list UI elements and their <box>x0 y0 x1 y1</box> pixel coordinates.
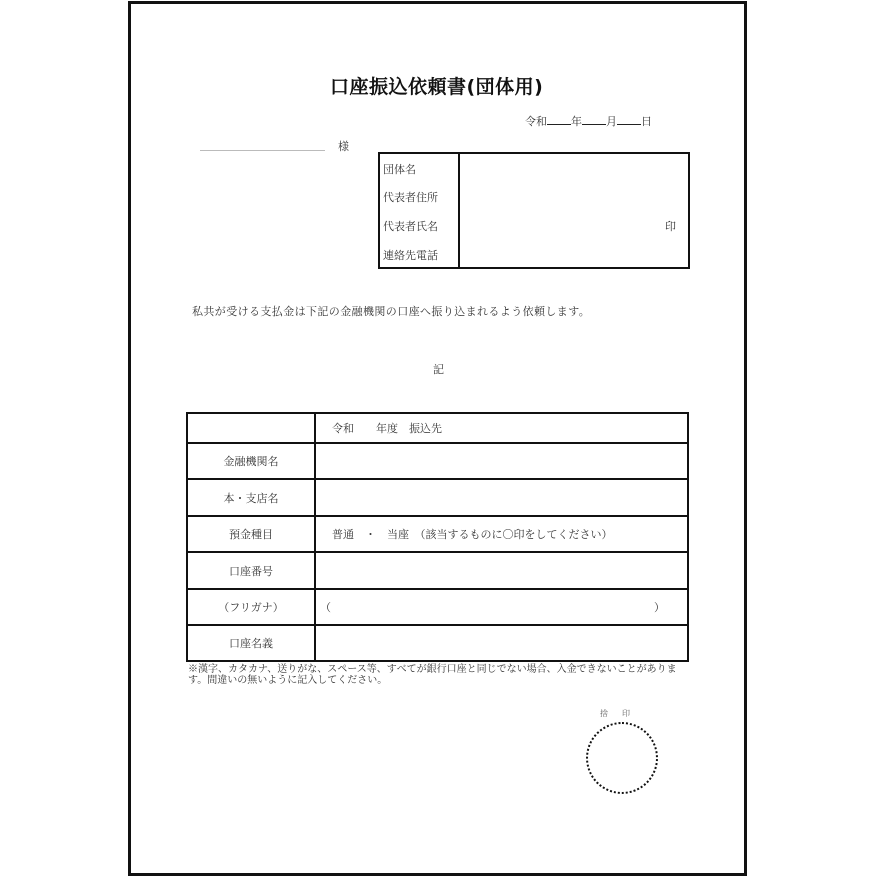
header-label-cell <box>187 413 315 443</box>
furigana-label: （フリガナ） <box>187 589 315 625</box>
furigana-close-paren: ） <box>654 601 665 614</box>
seal-mark: 印 <box>665 220 676 233</box>
furigana-open-paren: （ <box>320 601 331 614</box>
account-holder-input[interactable] <box>315 625 688 661</box>
label-representative-name: 代表者氏名 <box>383 220 438 233</box>
date-era: 令和 <box>525 115 547 128</box>
branch-name-label: 本・支店名 <box>187 479 315 516</box>
bank-name-input[interactable] <box>315 443 688 479</box>
account-holder-label: 口座名義 <box>187 625 315 661</box>
header-value-cell: 令和 年度 振込先 <box>315 413 688 443</box>
stamp-label: 捨印 <box>600 709 644 718</box>
ki-heading: 記 <box>433 363 444 376</box>
document-title: 口座振込依頼書(団体用) <box>330 76 544 98</box>
year-label: 年 <box>571 115 582 128</box>
stamp-circle[interactable] <box>586 722 658 794</box>
caution-note: ※漢字、カタカナ、送りがな、スペース等、すべてが銀行口座と同じでない場合、入金できないことがあります。間違いの無いように記入してください。 <box>188 664 677 686</box>
account-type-options[interactable]: 普通 ・ 当座 （該当するものに〇印をしてください） <box>315 516 688 552</box>
requester-labels-column <box>380 154 460 267</box>
day-blank[interactable] <box>617 114 641 125</box>
bank-name-label: 金融機関名 <box>187 443 315 479</box>
label-contact-phone: 連絡先電話 <box>383 249 438 262</box>
requester-info-box <box>378 152 690 269</box>
month-blank[interactable] <box>582 114 606 125</box>
label-organization-name: 団体名 <box>383 163 416 176</box>
table-row <box>187 625 688 661</box>
table-row <box>187 589 688 625</box>
requester-input-area[interactable] <box>460 154 688 267</box>
table-row <box>187 413 688 443</box>
bank-account-table <box>186 412 689 662</box>
table-row <box>187 552 688 589</box>
table-row <box>187 443 688 479</box>
table-row <box>187 479 688 516</box>
addressee-honorific: 様 <box>338 140 349 153</box>
account-number-input[interactable] <box>315 552 688 589</box>
label-representative-address: 代表者住所 <box>383 191 438 204</box>
account-type-label: 預金種目 <box>187 516 315 552</box>
month-label: 月 <box>606 115 617 128</box>
request-statement: 私共が受ける支払金は下記の金融機関の口座へ振り込まれるよう依頼します。 <box>192 305 591 318</box>
account-number-label: 口座番号 <box>187 552 315 589</box>
date-field <box>525 113 652 129</box>
table-row <box>187 516 688 552</box>
furigana-input[interactable] <box>315 589 688 625</box>
addressee-field[interactable] <box>200 150 325 151</box>
day-label: 日 <box>641 115 652 128</box>
branch-name-input[interactable] <box>315 479 688 516</box>
year-blank[interactable] <box>547 114 571 125</box>
